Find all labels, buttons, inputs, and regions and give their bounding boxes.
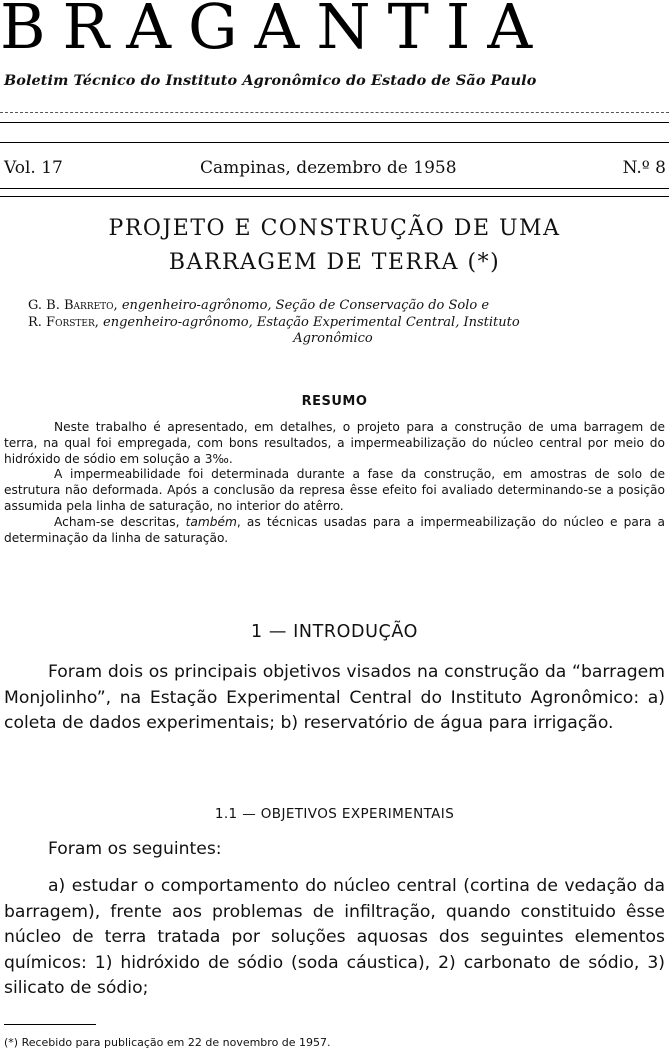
- body-paragraph: Foram dois os principais objetivos visados na construção da “barragem Monjolinho”, na Estação Experimental Central do Instituto Agronômico: a) coleta de dados experimentais; b) reservatório de água para irrigação.: [4, 662, 665, 733]
- volume: Vol. 17: [4, 158, 63, 178]
- author-block: [28, 298, 638, 348]
- header-divider-thin: [0, 142, 669, 143]
- subsection-body-list: [4, 874, 665, 1002]
- abstract-paragraph: Neste trabalho é apresentado, em detalhes, o projeto para a construção de uma barragem de terra, na qual foi empregada, com bons resultados, a impermeabilização do núcleo central por meio do hidróxido de sódio em solução a 3‰.: [4, 420, 665, 466]
- author-line-1: [28, 298, 638, 315]
- footnote: (*) Recebido para publicação em 22 de novembro de 1957.: [4, 1036, 331, 1049]
- author-affiliation-cont: Agronômico: [293, 331, 373, 346]
- issue-number: N.º 8: [622, 158, 666, 178]
- author-affiliation: engenheiro-agrônomo, Seção de Conservação do Solo e: [121, 298, 490, 313]
- subsection-body: [4, 837, 665, 863]
- article-title-line-2: BARRAGEM DE TERRA (*): [168, 250, 501, 275]
- article-title-line-1: PROJETO E CONSTRUÇÃO DE UMA: [108, 216, 561, 241]
- body-paragraph: Foram os seguintes:: [48, 839, 222, 859]
- author-affiliation: engenheiro-agrônomo, Estação Experimental Central, Instituto: [103, 314, 520, 330]
- subsection-heading: 1.1 — OBJETIVOS EXPERIMENTAIS: [214, 806, 455, 822]
- place-date: Campinas, dezembro de 1958: [200, 158, 457, 178]
- abstract-heading: RESUMO: [301, 394, 368, 409]
- section-body: [4, 660, 665, 737]
- body-paragraph: a) estudar o comportamento do núcleo central (cortina de vedação da barragem), frente aos problemas de infiltração, quando constituido êsse núcleo de terra tratada por soluções aquosas dos seguintes elementos químicos: 1) hidróxido de sódio (soda cáustica), 2) carbonato de sódio, 3) silicato de sódio;: [4, 876, 665, 998]
- header-divider-dotted: [0, 112, 669, 113]
- abstract-paragraph: A impermeabilidade foi determinada durante a fase da construção, em amostras de solo de estrutura não deformada. Após a conclusão da represa êsse efeito foi avaliado determinando-se a posição assumida pela linha de saturação, no interior do atêrro.: [4, 467, 665, 513]
- issue-divider-thin: [0, 196, 669, 197]
- footnote-divider: [4, 1024, 96, 1025]
- author-name: G. B. Barreto,: [28, 298, 118, 313]
- author-line-2: [28, 315, 638, 332]
- abstract-paragraph: Acham-se descritas, também, as técnicas usadas para a impermeabilização do núcleo e para a determinação da linha de saturação.: [4, 514, 665, 545]
- section-heading: 1 — INTRODUÇÃO: [251, 622, 418, 642]
- journal-subtitle: Boletim Técnico do Instituto Agronômico do Estado de São Paulo: [4, 72, 537, 89]
- issue-divider: [0, 188, 669, 189]
- journal-title: BRAGANTIA: [0, 0, 550, 63]
- author-name: R. Forster,: [28, 314, 99, 330]
- header-divider: [0, 122, 669, 123]
- abstract-body: [4, 420, 665, 546]
